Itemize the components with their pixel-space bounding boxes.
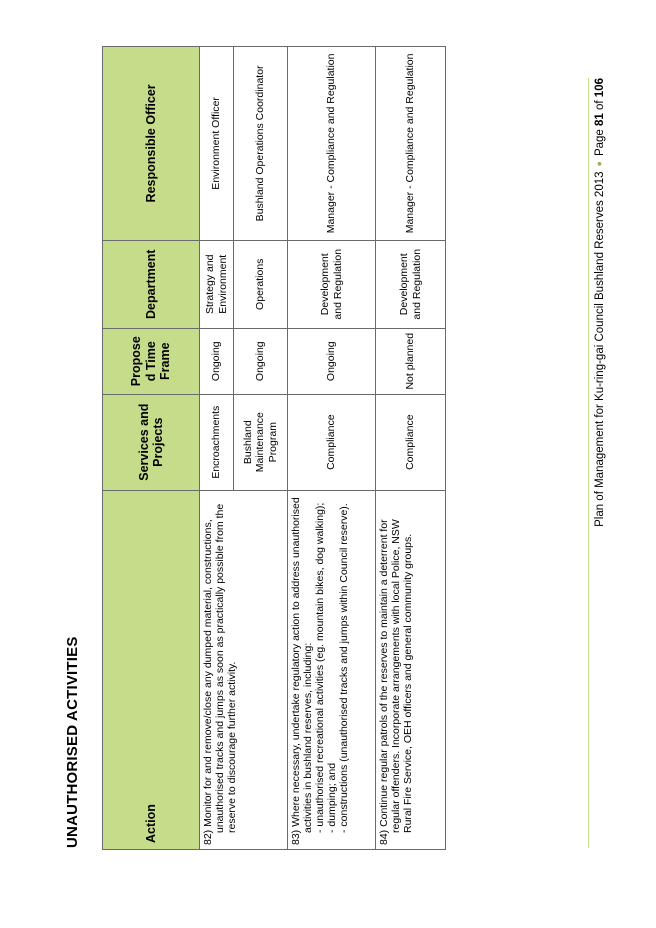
management-actions-table [102,46,446,850]
services-cell: Compliance [288,394,376,490]
footer-document-title: Plan of Management for Ku-ring-gai Council Bushland Reserves 2013 [594,171,606,527]
department-cell: Development and Regulation [288,240,376,328]
header-action: Action [103,490,200,849]
footer-page-label: Page [594,129,606,157]
footer-page-of: of [594,100,606,110]
action-84: 84) Continue regular patrols of the reserves to maintain a deterrent for regular offenders. Incorporate arrangements with local Police, NSW Rural Fire Service, OEH officers and general community groups. [376,490,446,849]
footer-page-number: 81 [594,113,606,126]
table-header-row [103,47,200,850]
services-cell: Bushland Maintenance Program [234,394,288,490]
officer-cell: Bushland Operations Coordinator [234,47,288,241]
action-83: 83) Where necessary, undertake regulatory action to address unauthorised activities in bushland reserves, including: - unauthorised recreational activities (eg. mountain bikes, dog walking); - dumping; and - constructions (unauthorised tracks and jumps within Council reserve). [288,490,376,849]
table-row [200,47,234,850]
officer-cell: Environment Officer [200,47,234,241]
table-row [376,47,446,850]
header-responsible-officer: Responsible Officer [103,47,200,241]
table-row [288,47,376,850]
officer-cell: Manager - Compliance and Regulation [288,47,376,241]
department-cell: Strategy and Environment [200,240,234,328]
department-cell: Operations [234,240,288,328]
footer-page-total: 106 [594,78,606,98]
header-department: Department [103,240,200,328]
footer-rule [588,78,589,848]
section-title: UNAUTHORISED ACTIVITIES [64,636,81,848]
page-footer [594,78,606,848]
bullet-icon: ● [594,161,604,167]
services-cell: Encroachments [200,394,234,490]
header-time-frame: Propose d Time Frame [103,328,200,394]
services-cell: Compliance [376,394,446,490]
officer-cell: Manager - Compliance and Regulation [376,47,446,241]
time-frame-cell: Ongoing [234,328,288,394]
time-frame-cell: Ongoing [288,328,376,394]
time-frame-cell: Not planned [376,328,446,394]
department-cell: Development and Regulation [376,240,446,328]
time-frame-cell: Ongoing [200,328,234,394]
header-services: Services and Projects [103,394,200,490]
action-82: 82) Monitor for and remove/close any dumped material, constructions, unauthorised tracks and jumps as soon as practically possible from the reserve to discourage further activity. [200,490,288,849]
